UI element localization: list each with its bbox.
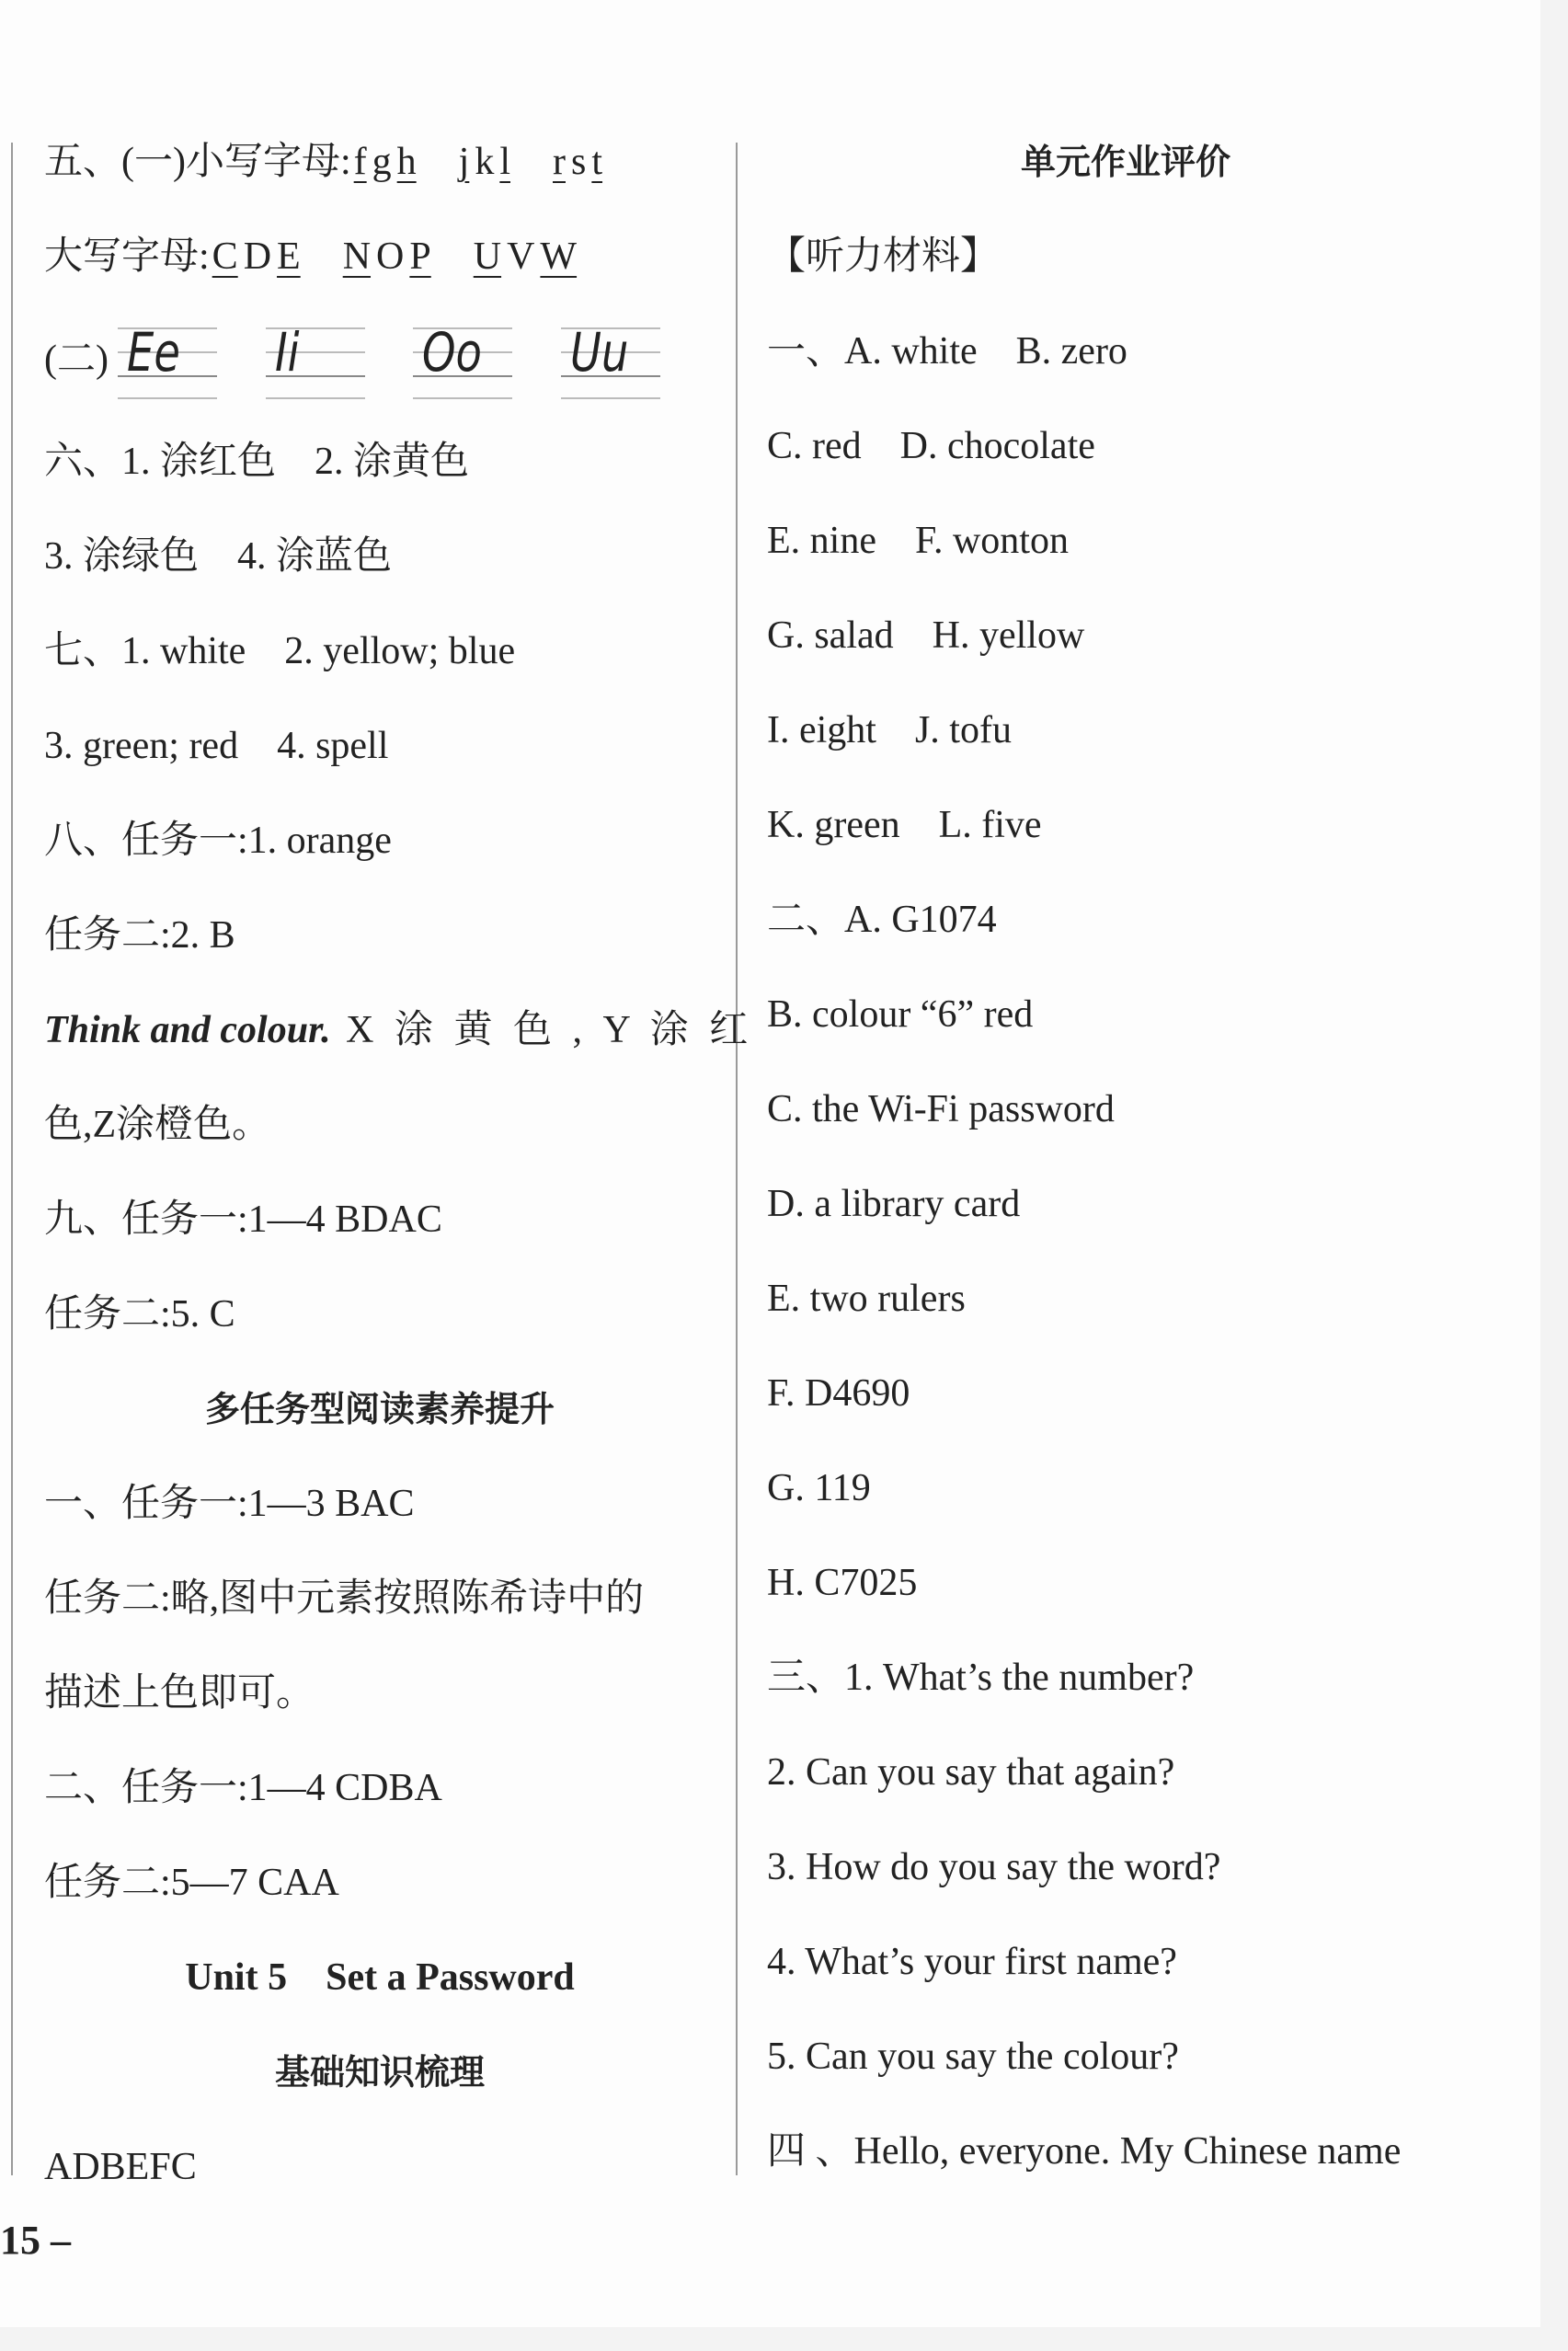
answer-line: 描述上色即可。 [44,1672,315,1715]
question-label: 五、(一)小写字母: [44,141,351,183]
letter: s [571,141,587,183]
letter: P [409,235,431,278]
answer-line: 任务二:略,图中元素按照陈希诗中的 [44,1577,645,1620]
handwriting-grid: Uu [561,326,660,399]
listening-line: 4. What’s your first name? [767,1941,1177,1983]
answer-text: X 涂 黄 色 , Y 涂 红 [330,1009,754,1051]
letter: N [342,235,372,278]
listening-line: H. C7025 [767,1562,918,1604]
listening-line: 二、A. G1074 [767,899,997,941]
question-label: (二) [44,338,109,381]
letter: f [353,141,367,183]
lowercase-letters-answer [44,115,715,210]
listening-line: C. red D. chocolate [767,425,1095,467]
listening-line: 2. Can you say that again? [767,1751,1175,1794]
listening-line: F. D4690 [767,1372,910,1415]
answer-line: 任务二:5. C [44,1293,235,1336]
handwriting-answer [44,304,715,415]
listening-line: B. colour “6” red [767,993,1034,1036]
letter: C [212,235,238,278]
listening-line: G. salad H. yellow [767,614,1085,657]
unit-title: Unit 5 Set a Password [185,1956,575,1999]
listening-line: G. 119 [767,1467,871,1509]
listening-line: 3. How do you say the word? [767,1846,1221,1888]
listening-material [767,210,1521,2199]
letter-groups [351,141,605,183]
section-heading: 基础知识梳理 [274,2052,485,2093]
page-number: 15 – [0,2218,71,2263]
letter: l [499,141,510,183]
think-and-colour-answer [44,983,754,1078]
listening-line: E. two rulers [767,1278,966,1320]
handwriting-grid: Ii [266,326,365,399]
letter: t [591,141,603,183]
answer-line: 3. 涂绿色 4. 涂蓝色 [44,535,393,578]
listening-line: 5. Can you say the colour? [767,2036,1179,2078]
answer-line: 二、任务一:1—4 CDBA [44,1767,442,1809]
letter: U [473,235,502,278]
listening-line: K. green L. five [767,804,1042,846]
left-margin-line [11,143,13,2175]
listening-line: 四 、Hello, everyone. My Chinese name [767,2130,1402,2173]
letter: g [372,141,392,183]
letter: W [540,235,578,278]
column-divider [736,143,738,2175]
handwriting-grid: Ee [118,326,217,399]
answer-line: 九、任务一:1—4 BDAC [44,1198,442,1241]
listening-line: E. nine F. wonton [767,520,1069,562]
listening-line: 三、1. What’s the number? [767,1657,1195,1699]
listening-line: I. eight J. tofu [767,709,1012,751]
answer-line: 色,Z涂橙色。 [44,1104,271,1146]
question-label: 大写字母: [44,235,210,278]
listening-line: 【听力材料】 [767,235,1000,278]
letter: V [507,235,535,278]
handwriting-grid: Oo [413,326,512,399]
answer-line: 八、任务一:1. orange [44,820,392,862]
uppercase-letters-answer [44,210,715,304]
listening-line: 一、A. white B. zero [767,330,1127,373]
letter: D [243,235,272,278]
right-column [767,115,1521,2199]
answer-line: 七、1. white 2. yellow; blue [44,630,516,672]
listening-line: C. the Wi-Fi password [767,1088,1115,1130]
letter: E [277,235,301,278]
answer-line: 任务二:2. B [44,914,235,957]
task-title: Think and colour. [44,1009,331,1051]
answer-line: 3. green; red 4. spell [44,725,389,767]
letter: r [553,141,566,183]
section-heading: 单元作业评价 [1020,142,1230,182]
answer-line: 任务二:5—7 CAA [44,1862,339,1904]
letter: h [396,141,417,183]
answer-line: 六、1. 涂红色 2. 涂黄色 [44,441,470,483]
letter: j [458,141,470,183]
letter: k [475,141,495,183]
left-column [44,115,754,2215]
section-heading: 多任务型阅读素养提升 [204,1389,555,1429]
answer-line: ADBEFC [44,2146,197,2188]
letter-groups [210,235,579,278]
answer-line: 一、任务一:1—3 BAC [44,1483,415,1525]
listening-line: D. a library card [767,1183,1021,1225]
letter: O [376,235,405,278]
